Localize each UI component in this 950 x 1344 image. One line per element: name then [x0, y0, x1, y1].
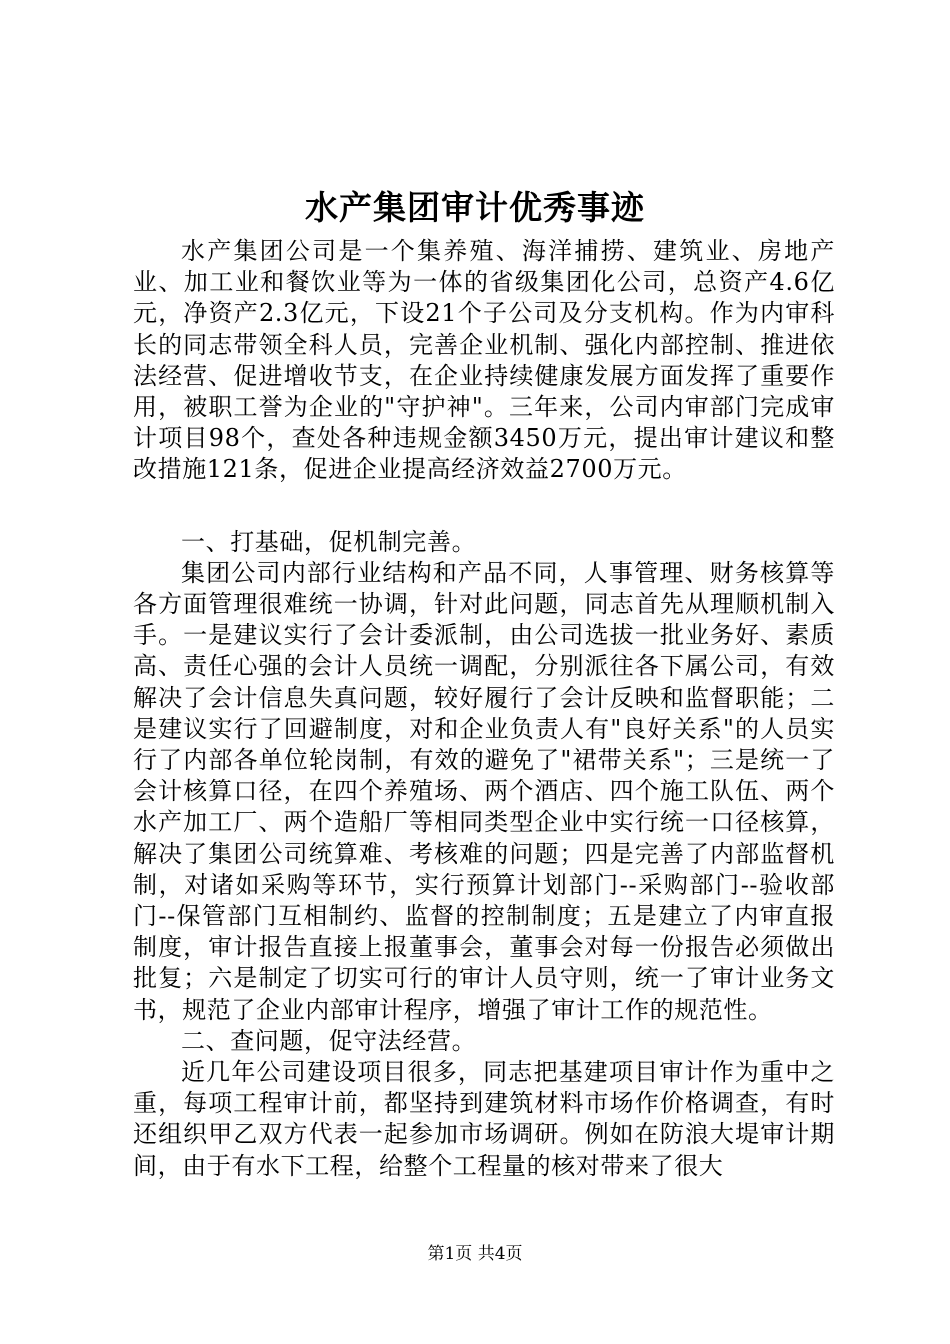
document-body — [133, 236, 835, 1182]
paragraph-section-2: 近几年公司建设项目很多，同志把基建项目审计作为重中之重，每项工程审计前，都坚持到建筑材料市场作价格调查，有时还组织甲乙双方代表一起参加市场调研。例如在防浪大堤审计期间，由于有水下工程，给整个工程量的核对带来了很大 — [133, 1058, 835, 1180]
paragraph-section-1: 集团公司内部行业结构和产品不同，人事管理、财务核算等各方面管理很难统一协调，针对此问题，同志首先从理顺机制入手。一是建议实行了会计委派制，由公司选拔一批业务好、素质高、责任心强的会计人员统一调配，分别派往各下属公司，有效解决了会计信息失真问题，较好履行了会计反映和监督职能；二是建议实行了回避制度，对和企业负责人有"良好关系"的人员实行了内部各单位轮岗制，有效的避免了"裙带关系"；三是统一了会计核算口径，在四个养殖场、两个酒店、四个施工队伍、两个水产加工厂、两个造船厂等相同类型企业中实行统一口径核算，解决了集团公司统算难、考核难的问题；四是完善了内部监督机制，对诸如采购等环节，实行预算计划部门--采购部门--验收部门--保管部门互相制约、监督的控制制度；五是建立了内审直报制度，审计报告直接上报董事会，董事会对每一份报告必须做出批复；六是制定了切实可行的审计人员守则，统一了审计业务文书，规范了企业内部审计程序，增强了审计工作的规范性。 — [133, 558, 835, 1024]
paragraph-gap — [133, 486, 835, 527]
document-title: 水产集团审计优秀事迹 — [305, 188, 645, 227]
paragraph-intro: 水产集团公司是一个集养殖、海洋捕捞、建筑业、房地产业、加工业和餐饮业等为一体的省级集团化公司，总资产4.6亿元，净资产2.3亿元，下设21个子公司及分支机构。作为内审科长的同志带领全科人员，完善企业机制、强化内部控制、推进依法经营、促进增收节支，在企业持续健康发展方面发挥了重要作用，被职工誉为企业的"守护神"。三年来，公司内审部门完成审计项目98个，查处各种违规金额3450万元，提出审计建议和整改措施121条，促进企业提高经济效益2700万元。 — [133, 237, 835, 484]
page-number-footer: 第1页 共4页 — [427, 1244, 523, 1264]
section-heading-1: 一、打基础，促机制完善。 — [181, 527, 477, 556]
section-heading-2: 二、查问题，促守法经营。 — [181, 1026, 477, 1055]
